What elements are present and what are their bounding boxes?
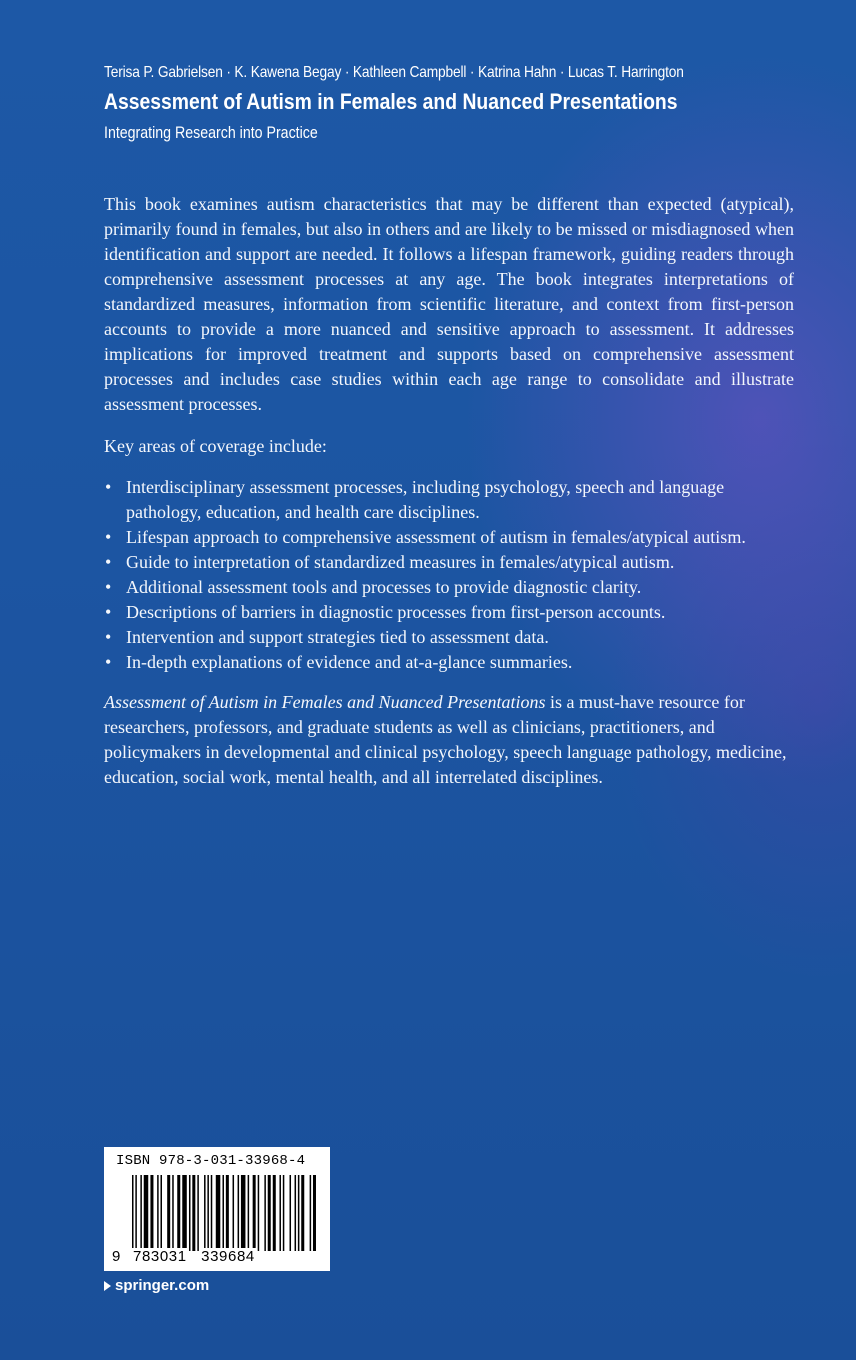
isbn-barcode [104, 1147, 330, 1271]
barcode-bars [132, 1175, 318, 1251]
key-areas-list [104, 475, 794, 675]
barcode-bar [197, 1175, 199, 1251]
barcode-bar [132, 1175, 134, 1251]
closing-text: is a must-have resource for researchers, professors, and graduate students as well as clinicians, practitioners, and policymakers in developmental and clinical psychology, speech language pathology, medicine, education, social work, mental health, and all interrelated disciplines. [104, 692, 787, 787]
barcode-bar [279, 1175, 281, 1251]
bullet-icon: • [105, 527, 112, 547]
bullet-icon: • [105, 577, 112, 597]
book-title: Assessment of Autism in Females and Nuanced Presentations [104, 89, 678, 114]
barcode-bar [216, 1175, 221, 1251]
closing-paragraph [104, 690, 794, 790]
barcode-bar [313, 1175, 316, 1251]
barcode-bar [167, 1175, 170, 1251]
barcode-bar [144, 1175, 149, 1251]
barcode-digit-group-right: 339684 [201, 1248, 255, 1265]
book-description: This book examines autism characteristics that may be different than expected (atypical), primarily found in females, but also in others and are likely to be missed or misdiagnosed when identification and support are needed. It follows a lifespan framework, guiding readers through comprehensive assessment processes at any age. The book integrates interpretations of standardized measures, information from scientific literature, and context from first-person accounts to provide a more nuanced and sensitive approach to assessment. It addresses implications for improved treatment and supports based on comprehensive assessment processes and includes case studies within each age range to consolidate and illustrate assessment processes. [104, 194, 794, 414]
barcode-bar [298, 1175, 300, 1251]
barcode-bar [273, 1175, 276, 1251]
barcode-bar [177, 1175, 180, 1251]
barcode-bar [310, 1175, 312, 1251]
publisher-link[interactable] [104, 1276, 209, 1296]
barcode-bar [233, 1175, 235, 1251]
publisher-url: springer.com [115, 1277, 210, 1294]
barcode-digit-group-left: 783031 [133, 1248, 187, 1265]
barcode-bar [207, 1175, 209, 1251]
barcode-bar [182, 1175, 187, 1251]
barcode-bar [301, 1175, 304, 1251]
barcode-digits [112, 1248, 256, 1265]
barcode-bar [283, 1175, 285, 1251]
bullet-icon: • [105, 552, 112, 572]
bullet-icon: • [105, 627, 112, 647]
barcode-bar [172, 1175, 174, 1251]
triangle-right-icon [104, 1281, 111, 1291]
list-item: • Guide to interpretation of standardized measures in females/atypical autism. [104, 550, 794, 575]
barcode-bar [135, 1175, 137, 1251]
barcode-bar [295, 1175, 297, 1251]
bullet-icon: • [105, 602, 112, 622]
list-item: • Lifespan approach to comprehensive assessment of autism in females/atypical autism. [104, 525, 794, 550]
barcode-bar [268, 1175, 271, 1251]
barcode-bar [222, 1175, 224, 1251]
back-cover-body [104, 192, 794, 790]
barcode-bar [241, 1175, 246, 1251]
barcode-bar [140, 1175, 142, 1251]
barcode-bar [253, 1175, 256, 1251]
closing-italic-title: Assessment of Autism in Females and Nuanced Presentations [104, 692, 546, 712]
barcode-bar [238, 1175, 240, 1251]
barcode-bar [160, 1175, 162, 1251]
book-subtitle: Integrating Research into Practice [104, 124, 318, 142]
list-item: • In-depth explanations of evidence and at-a-glance summaries. [104, 650, 794, 675]
author-list: Terisa P. Gabrielsen · K. Kawena Begay · Kathleen Campbell · Katrina Hahn · Lucas T. Harrington [104, 64, 684, 81]
bullet-icon: • [105, 477, 112, 497]
barcode-bar [150, 1175, 153, 1251]
barcode-bar [192, 1175, 195, 1251]
list-item: • Additional assessment tools and processes to provide diagnostic clarity. [104, 575, 794, 600]
cover-header [104, 60, 804, 148]
barcode-digit-lead: 9 [112, 1248, 121, 1265]
barcode-bar [258, 1175, 260, 1251]
bullet-icon: • [105, 652, 112, 672]
barcode-bar [264, 1175, 266, 1251]
barcode-bar [157, 1175, 159, 1251]
barcode-bar [226, 1175, 229, 1251]
barcode-bar [189, 1175, 191, 1251]
key-areas-label: Key areas of coverage include: [104, 436, 327, 456]
list-item: • Intervention and support strategies tied to assessment data. [104, 625, 794, 650]
barcode-bar [290, 1175, 292, 1251]
barcode-bar [248, 1175, 250, 1251]
barcode-bar [204, 1175, 206, 1251]
list-item: • Interdisciplinary assessment processes, including psychology, speech and language pathology, education, and health care disciplines. [105, 477, 725, 522]
barcode-bar [211, 1175, 213, 1251]
list-item: • Descriptions of barriers in diagnostic processes from first-person accounts. [104, 600, 794, 625]
isbn-label: ISBN 978-3-031-33968-4 [116, 1153, 306, 1169]
